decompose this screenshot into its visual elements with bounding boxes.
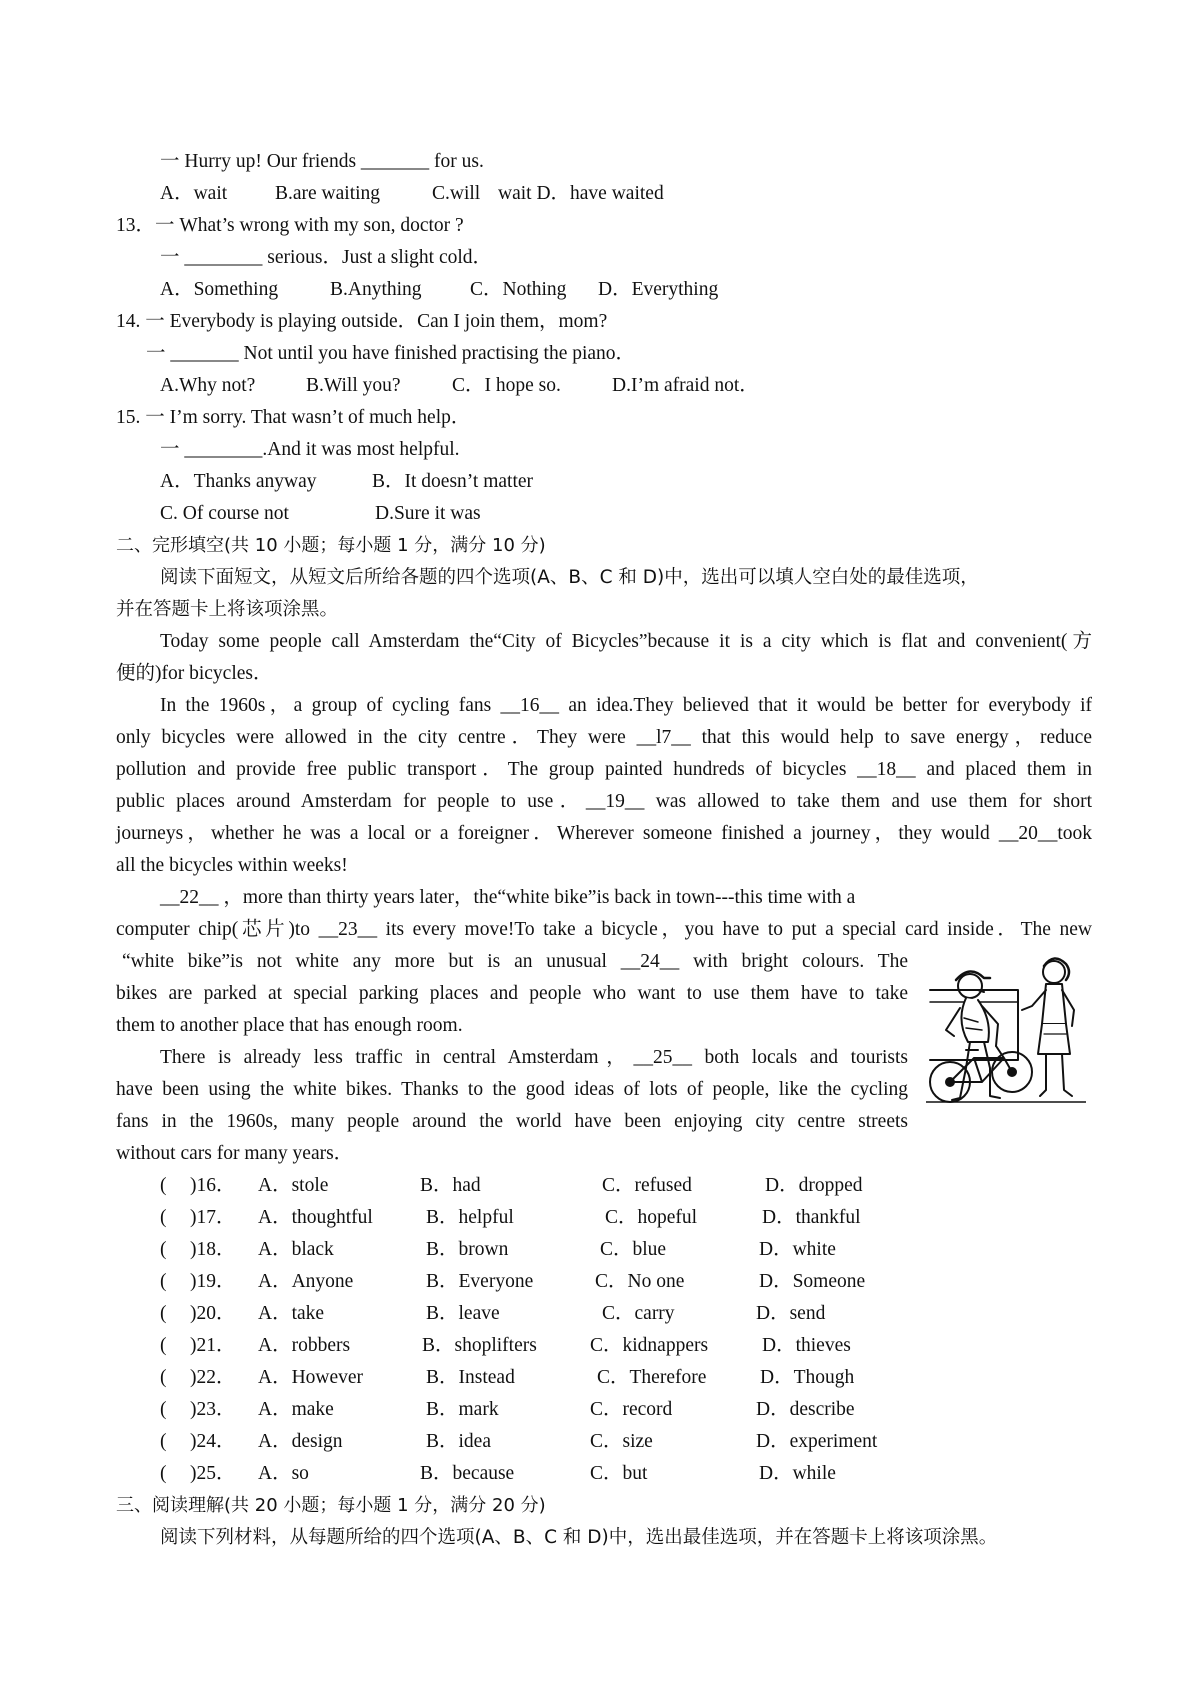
option-b: B．had [420, 1175, 481, 1196]
option-b: B．idea [426, 1431, 491, 1452]
option-b: B．mark [426, 1399, 499, 1420]
option-d: D．Though [760, 1367, 855, 1388]
q14-option-a: A.Why not? [160, 375, 256, 396]
option-b: B．leave [426, 1303, 500, 1324]
q13-option-b: B.Anything [330, 279, 422, 300]
q15-option-c: C. Of course not [160, 503, 289, 524]
option-d: D．white [759, 1239, 836, 1260]
question-number: )20． [190, 1303, 236, 1324]
option-c: C．No one [595, 1271, 685, 1292]
option-d: D．while [759, 1463, 836, 1484]
option-d: D．thankful [762, 1207, 861, 1228]
option-c: C．carry [602, 1303, 675, 1324]
q12-option-d: wait D．have waited [498, 183, 664, 204]
option-a: A．However [258, 1367, 364, 1388]
section2-instruction-line1: 阅读下面短文，从短文后所给各题的四个选项(A、B、C 和 D)中，选出可以填人空白处的最佳选项， [160, 567, 979, 588]
passage-line: 便的)for bicycles． [116, 663, 273, 684]
answer-paren: ( [160, 1303, 167, 1324]
option-c: C．blue [600, 1239, 667, 1260]
passage-line: In the 1960s，a group of cycling fans __16__ an idea.They believed that it would be better for everybody if [160, 695, 1092, 716]
passage-line: have been using the white bikes. Thanks to the good ideas of lots of people, like the cycling [116, 1079, 908, 1100]
option-b: B．Everyone [426, 1271, 534, 1292]
option-a: A．black [258, 1239, 334, 1260]
option-a: A．robbers [258, 1335, 351, 1356]
q13-option-d: D．Everything [598, 279, 719, 300]
option-c: C．kidnappers [590, 1335, 709, 1356]
passage-line: “white bike”is not white any more but is an unusual __24__ with bright colours. The [122, 951, 908, 972]
answer-paren: ( [160, 1207, 167, 1228]
option-b: B．brown [426, 1239, 509, 1260]
option-d: D．describe [756, 1399, 855, 1420]
option-b: B．helpful [426, 1207, 514, 1228]
option-d: D．thieves [762, 1335, 851, 1356]
option-a: A．thoughtful [258, 1207, 373, 1228]
passage-line: There is already less traffic in central Amsterdam，__25__ both locals and tourists [160, 1047, 908, 1068]
option-c: C．record [590, 1399, 673, 1420]
passage-line: journeys，whether he was a local or a foreigner．Wherever someone finished a journey，they would __20__took [116, 823, 1092, 844]
answer-paren: ( [160, 1431, 167, 1452]
passage-line: them to another place that has enough room. [116, 1015, 463, 1036]
q13-options [160, 274, 760, 306]
option-b: B．shoplifters [422, 1335, 537, 1356]
passage-line: __22__ ，more than thirty years later，the“white bike”is back in town---this time with a [160, 887, 856, 908]
q14-answer-line: 一 _______ Not until you have finished practising the piano． [146, 343, 636, 364]
q12-options [160, 178, 700, 210]
section3-heading: 三、阅读理解(共 20 小题；每小题 1 分，满分 20 分) [116, 1495, 546, 1516]
option-a: A．Anyone [258, 1271, 354, 1292]
passage-line: all the bicycles within weeks! [116, 855, 348, 876]
answer-paren: ( [160, 1463, 167, 1484]
q12-option-b: B.are waiting [275, 183, 381, 204]
passage-line: Today some people call Amsterdam the“City of Bicycles”because it is a city which is flat and convenient(方 [160, 631, 1092, 652]
q14-option-b: B.Will you? [306, 375, 401, 396]
q14-stem: 14. 一 Everybody is playing outside．Can I join them，mom? [116, 311, 608, 332]
q15-option-a: A．Thanks anyway [160, 471, 317, 492]
q14-option-c: C．I hope so. [452, 375, 561, 396]
question-number: )17． [190, 1207, 236, 1228]
option-d: D．send [756, 1303, 826, 1324]
option-a: A．make [258, 1399, 334, 1420]
answer-paren: ( [160, 1175, 167, 1196]
question-number: )24． [190, 1431, 236, 1452]
q15-options-row1 [160, 466, 620, 498]
option-c: C．refused [602, 1175, 692, 1196]
section2-heading: 二、完形填空(共 10 小题；每小题 1 分，满分 10 分) [116, 535, 546, 556]
answer-paren: ( [160, 1399, 167, 1420]
passage-line: only bicycles were allowed in the city centre．They were __l7__ that this would help to save energy，reduce [116, 727, 1092, 748]
question-number: )18． [190, 1239, 236, 1260]
option-a: A．take [258, 1303, 325, 1324]
option-d: D．Someone [759, 1271, 866, 1292]
cyclist-and-woman-icon [926, 950, 1086, 1122]
section2-instruction-line2: 并在答题卡上将该项涂黑。 [116, 599, 339, 620]
q13-answer-line: 一 ________ serious．Just a slight cold． [160, 247, 493, 268]
option-d: D．dropped [765, 1175, 863, 1196]
option-c: C．size [590, 1431, 653, 1452]
question-number: )23． [190, 1399, 236, 1420]
q14-option-d: D.I’m afraid not． [612, 375, 759, 396]
question-number: )25． [190, 1463, 236, 1484]
question-number: )19． [190, 1271, 236, 1292]
passage-line: computer chip(芯片)to __23__ its every move!To take a bicycle，you have to put a special card inside．The new [116, 919, 1092, 940]
answer-paren: ( [160, 1271, 167, 1292]
q15-option-d: D.Sure it was [375, 503, 481, 524]
q12-stem: 一 Hurry up! Our friends _______ for us. [160, 151, 484, 172]
passage-line: fans in the 1960s, many people around the world have been enjoying city centre streets [116, 1111, 908, 1132]
q15-option-b: B．It doesn’t matter [372, 471, 534, 492]
section3-instruction: 阅读下列材料，从每题所给的四个选项(A、B、C 和 D)中，选出最佳选项，并在答题卡上将该项涂黑。 [160, 1527, 998, 1548]
q15-stem: 15. 一 I’m sorry. That wasn’t of much help． [116, 407, 471, 428]
option-a: A．stole [258, 1175, 329, 1196]
question-number: )16． [190, 1175, 236, 1196]
question-number: )21． [190, 1335, 236, 1356]
q15-answer-line: 一 ________.And it was most helpful. [160, 439, 460, 460]
q12-option-a: A．wait [160, 183, 228, 204]
q13-option-c: C．Nothing [470, 279, 567, 300]
question-number: )22． [190, 1367, 236, 1388]
option-c: C．Therefore [597, 1367, 707, 1388]
q13-option-a: A．Something [160, 279, 279, 300]
option-d: D．experiment [756, 1431, 878, 1452]
option-b: B．Instead [426, 1367, 515, 1388]
option-a: A．design [258, 1431, 343, 1452]
answer-paren: ( [160, 1239, 167, 1260]
option-c: C．but [590, 1463, 648, 1484]
option-c: C．hopeful [605, 1207, 698, 1228]
answer-paren: ( [160, 1367, 167, 1388]
q13-stem: 13．一 What’s wrong with my son, doctor ? [116, 215, 464, 236]
passage-line: public places around Amsterdam for people to use．__19__ was allowed to take them and use them for short [116, 791, 1092, 812]
answer-paren: ( [160, 1335, 167, 1356]
q15-options-row2 [160, 498, 620, 530]
passage-line: pollution and provide free public transport．The group painted hundreds of bicycles __18__ and placed them in [116, 759, 1092, 780]
q12-option-c: C.will [432, 183, 481, 204]
option-a: A．so [258, 1463, 309, 1484]
option-b: B．because [420, 1463, 515, 1484]
passage-line: without cars for many years． [116, 1143, 354, 1164]
passage-line: bikes are parked at special parking places and people who want to use them have to take [116, 983, 908, 1004]
q14-options [160, 370, 780, 402]
